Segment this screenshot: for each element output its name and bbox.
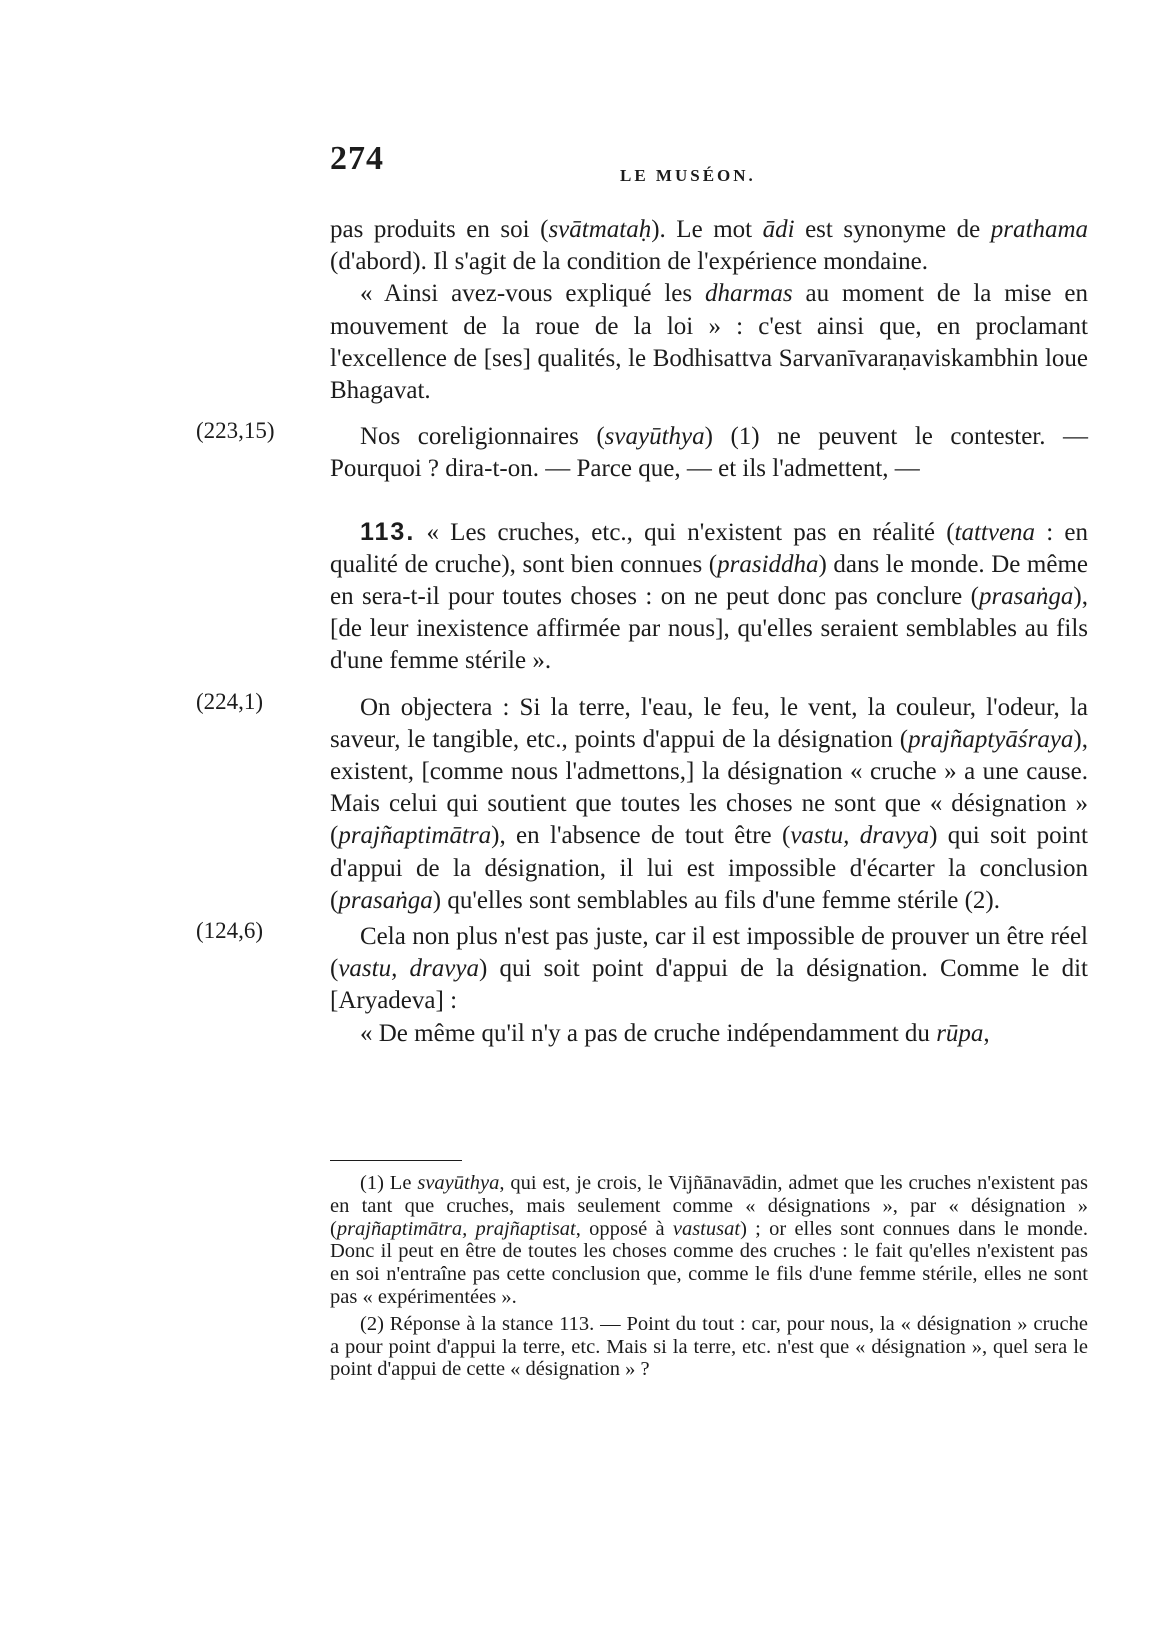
text-run: ), en l'absence de tout être (	[491, 822, 791, 850]
text-run: ) (1) ne peuvent le contester. — Pourquoi ? dira-t-on. — Parce que, — et ils l'admettent, —	[330, 423, 1089, 483]
text-run: , opposé à	[575, 1217, 673, 1240]
text-run: ) qui soit point d'appui de la désignation. Comme le dit [Aryadeva] :	[330, 955, 1088, 1015]
italic-term: svayūthya	[417, 1172, 500, 1194]
text-run: ) qu'elles sont semblables au fils d'une femme stérile (2).	[432, 886, 1000, 914]
italic-term: prajñaptyāśraya	[908, 725, 1074, 753]
text-run: « De même qu'il n'y a pas de cruche indépendamment du	[360, 1019, 937, 1047]
footnote-2	[330, 1313, 1088, 1381]
text-run: « Les cruches, etc., qui n'existent pas en réalité (	[415, 518, 955, 546]
text-run: (2) Réponse à la stance 113. — Point du tout : car, pour nous, la « désignation » cruche a pour point d'appui la terre, etc. Mais si la terre, etc. n'est que « désignation », quel sera le point d'appui de cette « désignation » ?	[330, 1312, 1088, 1381]
paragraph-2	[330, 278, 1088, 407]
italic-term: vastu, dravya	[338, 955, 479, 983]
margin-reference: (124,6)	[196, 918, 264, 944]
text-run: Cela non plus n'est pas juste, car il est impossible de prouver un être réel (	[330, 923, 1088, 983]
italic-term: prasaṅga	[978, 583, 1074, 611]
footnote-divider	[330, 1160, 462, 1161]
text-run: ), [de leur inexistence affirmée par nous], qu'elles seraient semblables au fils d'une femme stérile ».	[330, 583, 1088, 675]
text-run: est synonyme de	[794, 216, 991, 243]
footnotes	[330, 1172, 1088, 1381]
page-header	[330, 140, 1090, 190]
quotation	[330, 1018, 1088, 1050]
paragraph-6	[196, 918, 1088, 1018]
text-run: ) ; or elles sont connues dans le monde. Donc il peut en être de toutes les choses comme des cruches : le fait qu'elles n'existent pas en soi n'entraîne pas cette conclusion que, comme le fils d'une femme stérile, elles ne sont pas « expérimentées ».	[330, 1217, 1088, 1308]
text-run: , qui est, je crois, le Vijñānavādin, admet que les cruches n'existent pas en tant que cruches, mais seulement comme « désignations », par « désignation » (	[330, 1172, 1088, 1240]
italic-term: prajñaptimātra	[338, 822, 492, 850]
main-text	[196, 214, 1089, 1050]
italic-term: ādi	[762, 216, 795, 243]
italic-term: tattvena	[954, 518, 1036, 546]
italic-term: svayūthya	[604, 423, 705, 451]
italic-term: dharmas	[705, 280, 793, 308]
italic-term: svātmataḥ	[548, 216, 652, 243]
text-run: ). Le mot	[651, 216, 763, 243]
stanza-113	[330, 516, 1088, 678]
italic-term: rūpa	[936, 1019, 984, 1047]
text-run: ) qui soit point d'appui de la désignation, il lui est impossible d'écarter la conclusion (	[330, 822, 1088, 914]
text-run: « Ainsi avez-vous expliqué les	[360, 280, 706, 308]
text-run: ) dans le monde. De même en sera-t-il pour toutes choses : on ne peut donc pas conclure (	[330, 550, 1089, 611]
italic-term: prajñaptimātra, prajñaptisat	[336, 1217, 576, 1240]
italic-term: prasiddha	[717, 550, 819, 578]
italic-term: prasaṅga	[338, 886, 433, 914]
italic-term: vastu, dravya	[790, 822, 930, 850]
paragraph-5	[196, 688, 1088, 917]
stanza-number: 113.	[360, 517, 416, 546]
text-run: On objectera : Si la terre, l'eau, le feu, le vent, la couleur, l'odeur, la saveur, le tangible, etc., points d'appui de la désignation (	[330, 693, 1088, 753]
text-run: ), existent, [comme nous l'admettons,] la désignation « cruche » a une cause. Mais celui qui soutient que toutes les choses ne sont que « désignation » (	[330, 725, 1088, 850]
text-run: : en qualité de cruche), sont bien connues (	[330, 518, 1089, 578]
footnote-1	[330, 1172, 1088, 1309]
text-run: (1) Le	[360, 1172, 418, 1194]
margin-reference: (224,1)	[196, 688, 264, 714]
text-run: pas produits en soi (	[330, 216, 549, 243]
margin-reference: (223,15)	[196, 418, 275, 444]
text-run: Nos coreligionnaires (	[360, 423, 605, 451]
italic-term: vastusat	[672, 1217, 741, 1240]
paragraph-1	[330, 214, 1088, 278]
text-run: au moment de la mise en mouvement de la roue de la loi » : c'est ainsi que, en proclamant l'excellence de [ses] qualités, le Bodhisattva Sarvanīvaraṇaviskambhin loue Bhagavat.	[330, 280, 1088, 405]
page-number: 274	[330, 140, 384, 177]
text-run: ,	[983, 1019, 990, 1047]
paragraph-3	[196, 418, 1089, 485]
running-title: LE MUSÉON.	[620, 166, 756, 185]
italic-term: prathama	[990, 216, 1088, 243]
text-run: (d'abord). Il s'agit de la condition de l'expérience mondaine.	[330, 248, 929, 276]
